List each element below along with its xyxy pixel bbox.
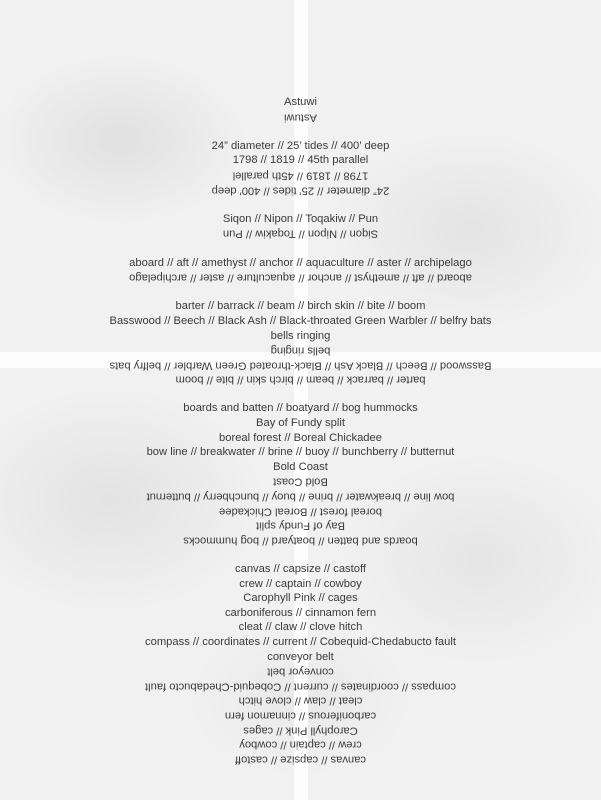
stanza-line-flipped: canvas // capsize // castoff (235, 753, 366, 766)
stanza-line: cleat // claw // clove hitch (238, 621, 363, 634)
stanza-line-flipped: Basswood // Beech // Black Ash // Black-throated Green Warbler // belfry bats (109, 359, 492, 372)
stanza-line: Bay of Fundy split (256, 417, 345, 430)
stanza-line-flipped: bow line // breakwater // brine // buoy // bunchberry // butternut (146, 490, 455, 503)
poem-title: Astuwi (284, 96, 317, 108)
stanza-line: carboniferous // cinnamon fern (224, 606, 377, 619)
stanza-line: canvas // capsize // castoff (235, 563, 366, 575)
stanza-line-flipped: cleat // claw // clove hitch (238, 694, 363, 707)
stanza-line: Siqon // Nipon // Toqakiw // Pun (222, 212, 379, 225)
stanza-line-flipped: boards and batten // boatyard // bog hummocks (183, 534, 418, 547)
stanza-line: boreal forest // Boreal Chickadee (219, 431, 382, 444)
stanza-line-flipped: bells ringing (270, 344, 331, 357)
stanza-line-flipped: boreal forest // Boreal Chickadee (219, 505, 382, 518)
stanza-line: compass // coordinates // current // Cobequid-Chedabucto fault (145, 635, 456, 648)
stanza-line-flipped: aboard // aft // amethyst // anchor // aquaculture // aster // archipelago (129, 271, 472, 284)
stanza-line-flipped: carboniferous // cinnamon fern (224, 709, 377, 722)
stanza-line-flipped: barter // barrack // beam // birch skin // bite // boom (175, 373, 426, 386)
stanza-line-flipped: conveyor belt (267, 665, 334, 678)
poem-title-flipped: Astuwi (284, 111, 317, 124)
stanza-line-flipped: compass // coordinates // current // Cobequid-Chedabucto fault (145, 680, 456, 693)
stanza-line: barter // barrack // beam // birch skin // bite // boom (175, 300, 426, 313)
stanza-line-flipped: Bay of Fundy split (256, 519, 345, 532)
stanza-line-flipped: 24” diameter // 25’ tides // 400’ deep (211, 184, 390, 197)
stanza-line: conveyor belt (267, 650, 334, 663)
stanza-line: Bold Coast (273, 460, 328, 473)
stanza-line: Basswood // Beech // Black Ash // Black-throated Green Warbler // belfry bats (109, 314, 492, 327)
stanza-line: Carophyll Pink // cages (243, 592, 358, 605)
poem (0, 95, 601, 766)
stanza-line: boards and batten // boatyard // bog hummocks (183, 402, 418, 415)
stanza-line-flipped: crew // captain // cowboy (239, 738, 362, 751)
stanza-line: aboard // aft // amethyst // anchor // aquaculture // aster // archipelago (129, 256, 472, 269)
stanza-line: crew // captain // cowboy (239, 577, 362, 590)
stanza-line-flipped: Carophyll Pink // cages (243, 724, 358, 737)
stanza-line: bow line // breakwater // brine // buoy // bunchberry // butternut (146, 446, 455, 459)
stanza-line: 1798 // 1819 // 45th parallel (232, 154, 369, 167)
stanza-line: 24” diameter // 25’ tides // 400’ deep (211, 139, 390, 152)
stanza-line: bells ringing (270, 329, 331, 342)
stanza-line-flipped: 1798 // 1819 // 45th parallel (232, 169, 369, 182)
stanza-line-flipped: Bold Coast (273, 476, 328, 489)
stanza-line-flipped: Siqon // Nipon // Toqakiw // Pun (222, 227, 379, 240)
